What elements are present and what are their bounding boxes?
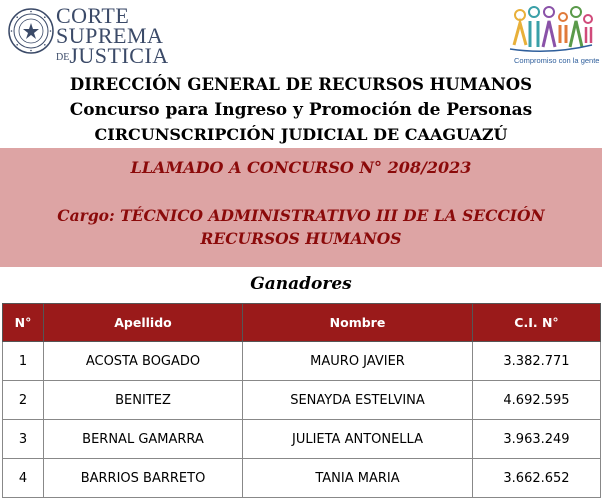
table-row: [3, 381, 601, 420]
cell-number: 4: [3, 459, 44, 498]
slogan-text: Compromiso con la gente: [514, 56, 600, 65]
cell-number: 1: [3, 342, 44, 381]
cell-name: SENAYDA ESTELVINA: [243, 381, 473, 420]
table-header-row: [3, 304, 601, 342]
table-row: [3, 459, 601, 498]
campaign-logo: [506, 5, 600, 67]
column-header-id: C.I. N°: [473, 304, 601, 342]
cell-surname: BARRIOS BARRETO: [44, 459, 243, 498]
cell-id: 3.963.249: [473, 420, 601, 459]
institution-name-line2: SUPREMA: [56, 23, 164, 48]
call-number: LLAMADO A CONCURSO N° 208/2023: [130, 158, 472, 177]
column-header-number: N°: [3, 304, 44, 342]
institution-name: [56, 5, 169, 67]
cell-id: 3.662.652: [473, 459, 601, 498]
column-header-surname: Apellido: [44, 304, 243, 342]
winners-table: [2, 303, 601, 498]
cell-id: 3.382.771: [473, 342, 601, 381]
people-group-icon: [506, 5, 594, 55]
contest-banner: [0, 148, 602, 267]
position-title: Cargo: TÉCNICO ADMINISTRATIVO III DE LA SECCIÓN RECURSOS HUMANOS: [57, 206, 545, 248]
cell-id: 4.692.595: [473, 381, 601, 420]
cell-name: JULIETA ANTONELLA: [243, 420, 473, 459]
cell-name: MAURO JAVIER: [243, 342, 473, 381]
institution-name-line1: CORTE: [56, 3, 130, 28]
column-header-name: Nombre: [243, 304, 473, 342]
national-seal-icon: [8, 8, 54, 54]
cell-number: 3: [3, 420, 44, 459]
winners-heading: Ganadores: [250, 274, 352, 294]
institution-name-line3: JUSTICIA: [69, 43, 169, 68]
institution-name-prefix: DE: [56, 52, 70, 63]
table-row: [3, 342, 601, 381]
cell-number: 2: [3, 381, 44, 420]
cell-surname: ACOSTA BOGADO: [44, 342, 243, 381]
cell-surname: BENITEZ: [44, 381, 243, 420]
contest-title: Concurso para Ingreso y Promoción de Personas: [69, 100, 533, 120]
cell-surname: BERNAL GAMARRA: [44, 420, 243, 459]
institution-logo: [8, 3, 169, 68]
directorate-title: DIRECCIÓN GENERAL DE RECURSOS HUMANOS: [69, 75, 533, 94]
table-row: [3, 420, 601, 459]
cell-name: TANIA MARIA: [243, 459, 473, 498]
circumscription-title: CIRCUNSCRIPCIÓN JUDICIAL DE CAAGUAZÚ: [94, 125, 508, 144]
